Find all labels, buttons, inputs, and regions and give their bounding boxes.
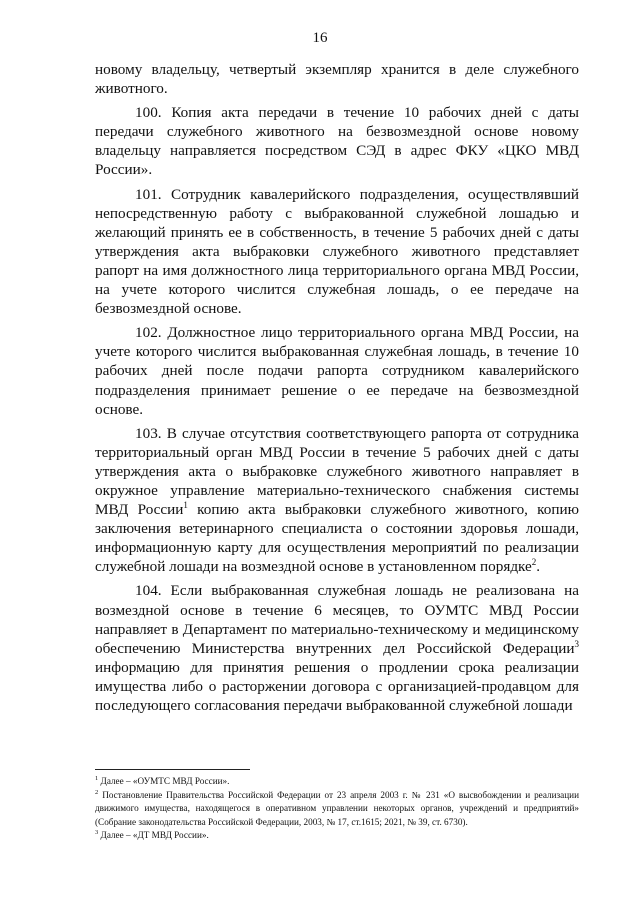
paragraph-104-text-end: информацию для принятия решения о продлении срока реализации имущества либо о расторжении договора с организацией-продавцом для последующего согласования передачи выбракованной служебной лошади xyxy=(95,658,579,714)
footnotes xyxy=(95,775,579,843)
document-body xyxy=(95,60,579,715)
footnote-number-3: 3 xyxy=(95,829,99,837)
paragraph-103-text-end: . xyxy=(536,558,541,576)
paragraph-103 xyxy=(95,424,579,577)
footnote-ref-3: 3 xyxy=(574,638,579,649)
footnote-1 xyxy=(95,775,579,789)
footnote-number-1: 1 xyxy=(95,774,99,782)
footnote-text-2: Постановление Правительства Российской Федерации от 23 апреля 2003 г. № 231 «О высвобождении и реализации движимого имущества, находящегося в оперативном управлении некоторых органов, учреждений и предприятий» (Собрание законодательства Российской Федерации, 2003, № 17, ст.1615; 2021, № 39, ст. 6730). xyxy=(95,789,579,827)
paragraph-102: 102. Должностное лицо территориального органа МВД России, на учете которого числится выбракованная служебная лошадь, в течение 10 рабочих дней после подачи рапорта сотрудником кавалерийского подразделения принимает решение о ее передаче на безвозмездной основе. xyxy=(95,324,579,418)
paragraph-104-text-start: 104. Если выбракованная служебная лошадь не реализована на возмездной основе в течение 6 месяцев, то ОУМТС МВД России направляет в Департамент по материально-техническому и медицинскому обеспечению Министерства внутренних дел Российской Федерации xyxy=(95,582,579,657)
footnote-3 xyxy=(95,829,579,843)
footnote-ref-1: 1 xyxy=(183,500,188,510)
footnote-2 xyxy=(95,789,579,830)
paragraph-103-text-start: 103. В случае отсутствия соответствующего рапорта от сотрудника территориальный орган МВД России в течение 5 рабочих дней с даты утверждения акта о выбраковке служебного животного направляет в окружное управление материально-технического снабжения системы МВД России xyxy=(95,424,579,519)
footnote-divider xyxy=(95,769,250,770)
footnote-text-1: Далее – «ОУМТС МВД России». xyxy=(98,776,230,786)
paragraph-103-text-middle: копию акта выбраковки служебного животного, копию заключения ветеринарного специалиста о состоянии здоровья лошади, информационную карту для осуществления мероприятий по реализации служебной лошади на возмездной основе в установленном порядке xyxy=(95,501,579,576)
footnote-ref-2: 2 xyxy=(531,557,537,568)
paragraph-100: 100. Копия акта передачи в течение 10 рабочих дней с даты передачи служебного животного на безвозмездной основе новому владельцу направляется посредством СЭД в адрес ФКУ «ЦКО МВД России». xyxy=(95,104,579,179)
page-number: 16 xyxy=(312,30,328,46)
paragraph-continuation: новому владельцу, четвертый экземпляр хранится в деле служебного животного. xyxy=(95,61,579,98)
footnote-number-2: 2 xyxy=(95,788,99,796)
paragraph-104 xyxy=(95,581,579,715)
paragraph-101: 101. Сотрудник кавалерийского подразделения, осуществлявший непосредственную работу с выбракованной служебной лошадью и желающий принять ее в собственность, в течение 5 рабочих дней с даты утверждения акта выбраковки служебного животного представляет рапорт на имя должностного лица территориального органа МВД России, на учете которого числится служебная лошадь, о ее передаче на безвозмездной основе. xyxy=(95,185,579,318)
footnote-text-3: Далее – «ДТ МВД России». xyxy=(98,830,209,841)
